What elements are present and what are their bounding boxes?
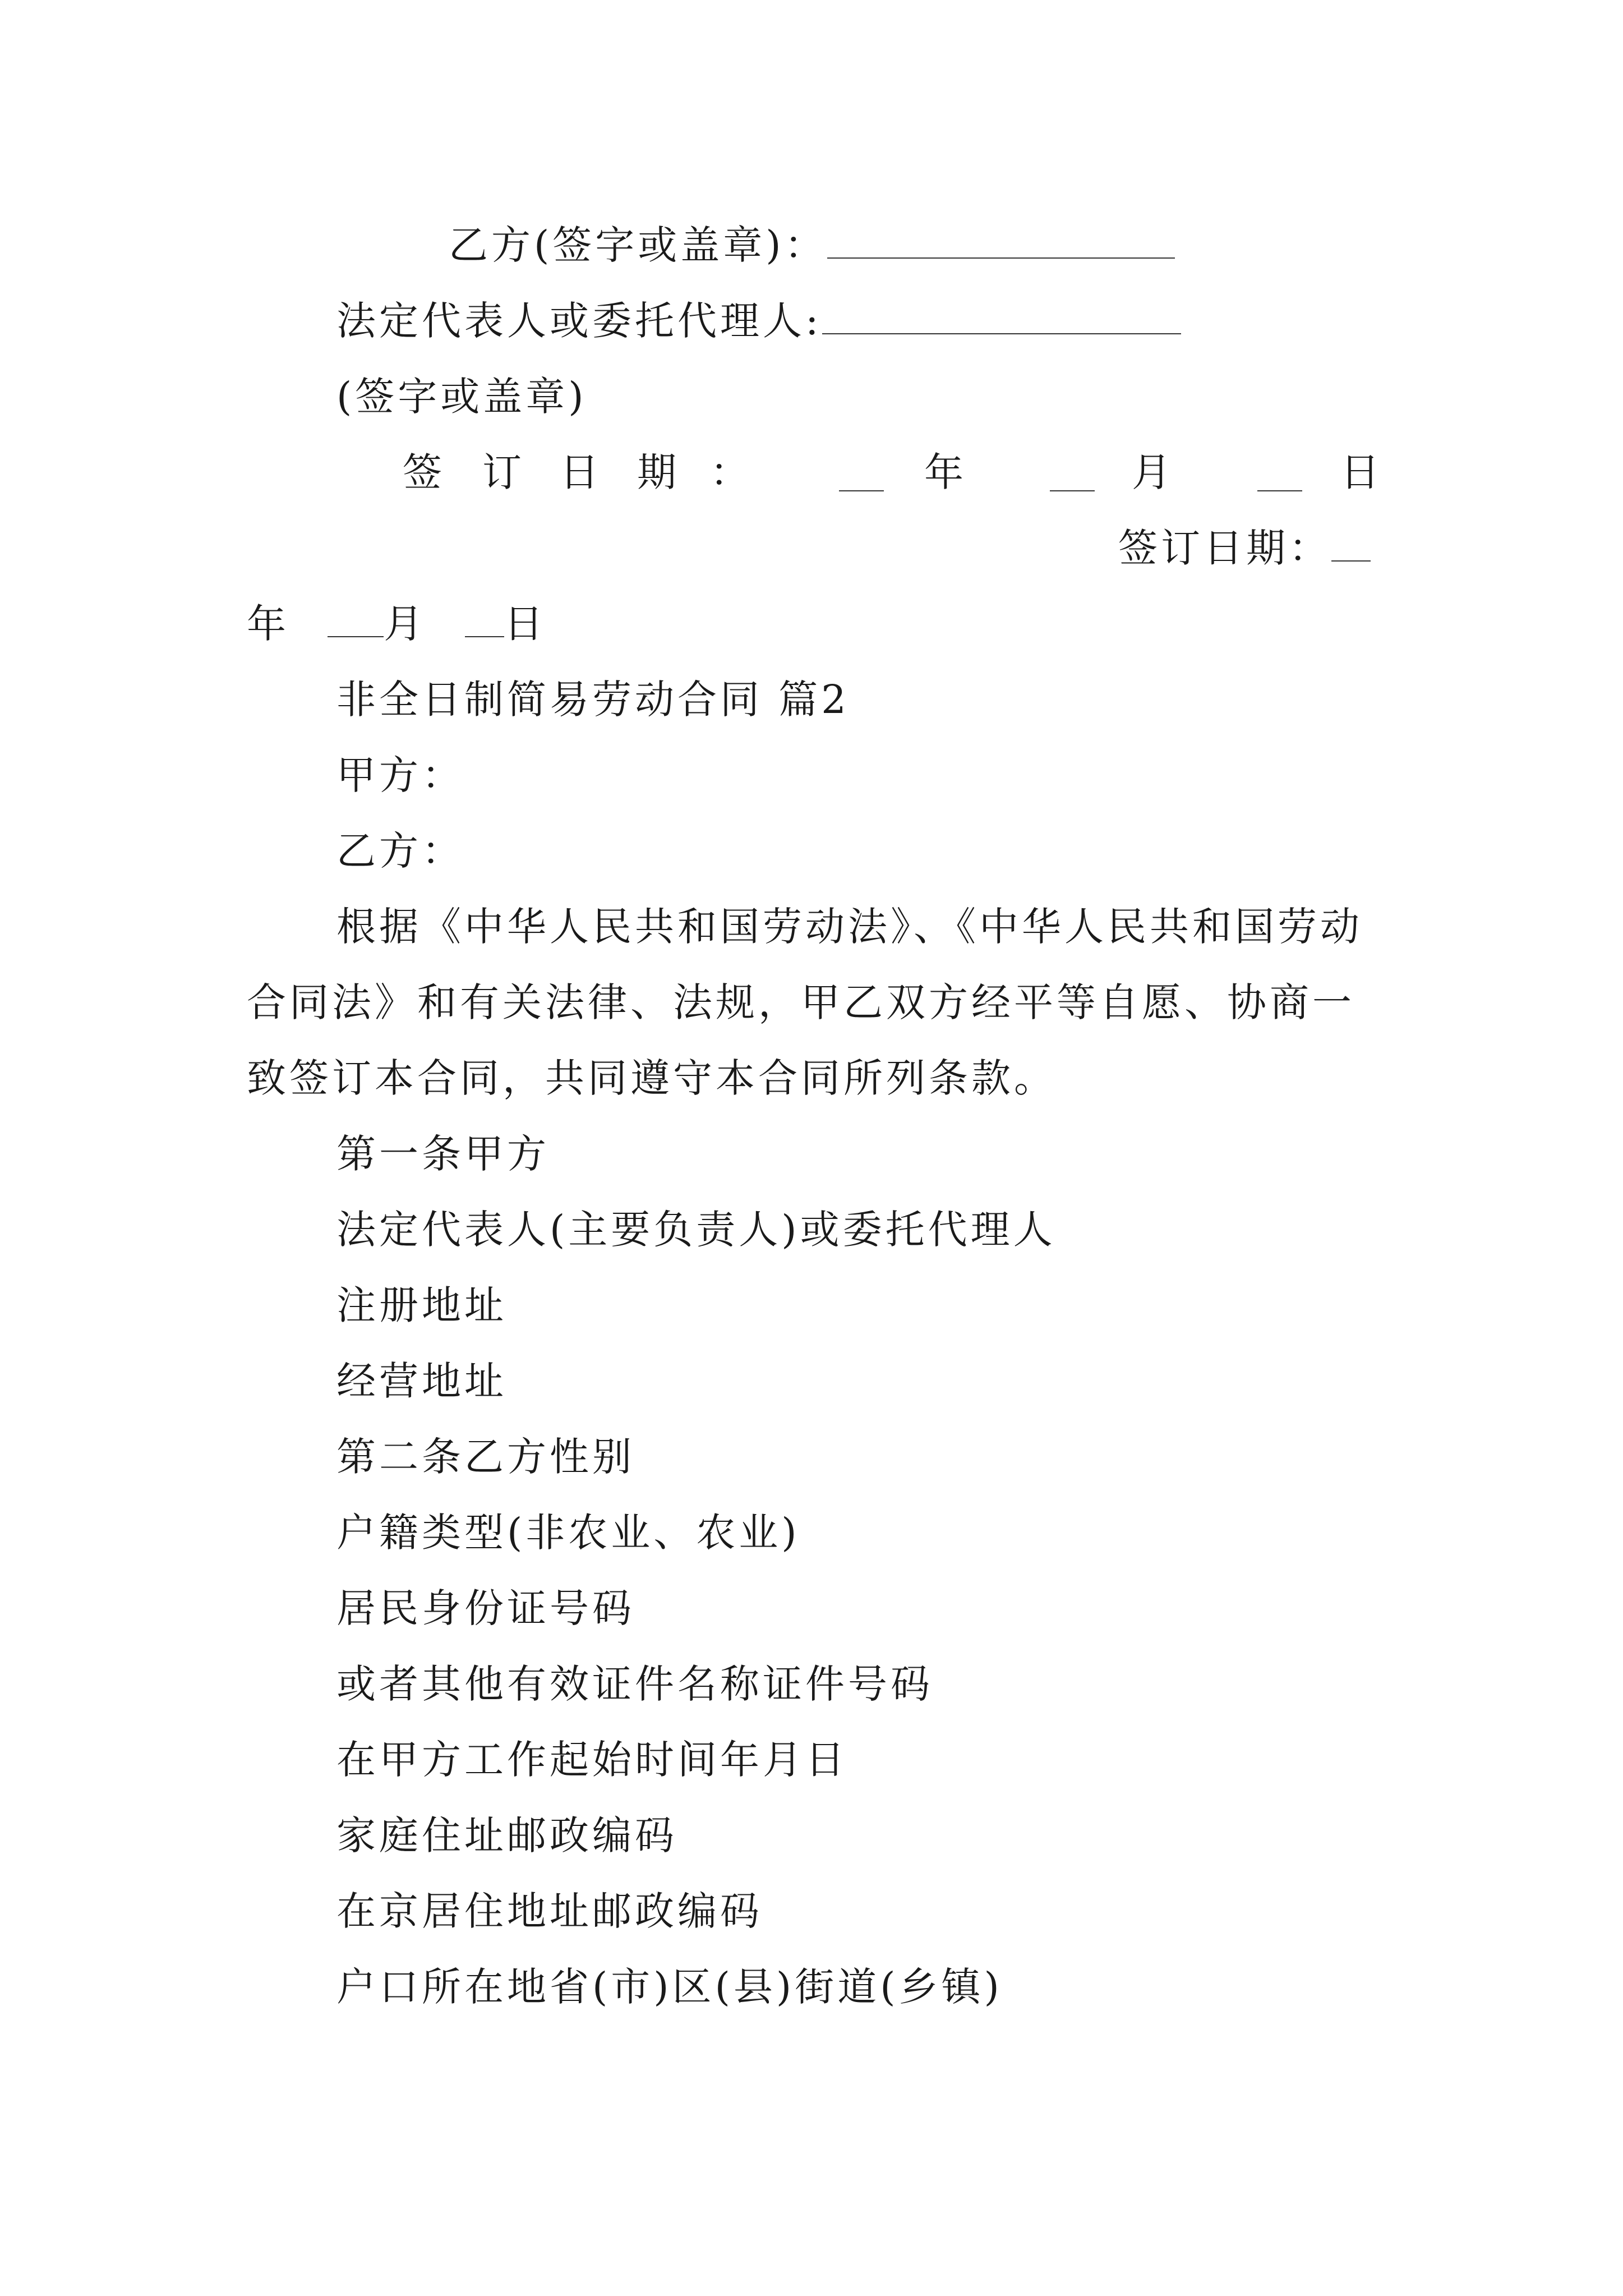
clause-item: 户籍类型(非农业、农业)	[336, 1510, 800, 1556]
preamble-line-1: 根据《中华人民共和国劳动法》、《中华人民共和国劳动	[336, 904, 1363, 950]
date-char-3: 日	[560, 449, 599, 495]
date-char-5: ：	[710, 449, 749, 495]
clause-item: 注册地址	[336, 1282, 507, 1328]
date-line-3-year: 年	[247, 601, 289, 647]
date-day-unit: 日	[1340, 449, 1380, 495]
party-b-signature-label: 乙方(签字或盖章)：	[449, 222, 827, 268]
clause-item: 第一条甲方	[336, 1131, 550, 1177]
representative-line	[336, 296, 1181, 346]
clause-item: 家庭住址邮政编码	[336, 1812, 677, 1858]
preamble-line-2: 合同法》和有关法律、法规，甲乙双方经平等自愿、协商一	[247, 979, 1355, 1025]
date-line-3-day-blank	[465, 601, 504, 637]
clause-item: 法定代表人(主要负责人)或委托代理人	[336, 1207, 1056, 1253]
signing-date-line-2	[1118, 523, 1371, 573]
date-year-unit: 年	[924, 449, 963, 495]
representative-label: 法定代表人或委托代理人:	[336, 298, 822, 344]
clause-item: 第二条乙方性别	[336, 1434, 635, 1480]
clause-item: 居民身份证号码	[336, 1585, 635, 1631]
clause-item: 或者其他有效证件名称证件号码	[336, 1661, 933, 1707]
date-char-4: 期	[637, 449, 676, 495]
date-month-blank	[1050, 455, 1095, 491]
party-b-label: 乙方：	[336, 828, 464, 874]
date-year-blank	[839, 455, 884, 491]
signing-date-label-2: 签订日期：	[1118, 525, 1331, 571]
clause-item: 在京居住地址邮政编码	[336, 1888, 763, 1934]
clause-item: 在甲方工作起始时间年月日	[336, 1737, 848, 1783]
date-day-blank	[1257, 455, 1302, 491]
date-line-3-month: 月	[384, 601, 427, 647]
clause-item: 经营地址	[336, 1358, 507, 1404]
date-month-unit: 月	[1132, 449, 1171, 495]
party-b-signature-blank	[827, 223, 1175, 259]
date-char-1: 签	[403, 449, 442, 495]
party-a-label: 甲方：	[336, 752, 464, 798]
clause-item: 户口所在地省(市)区(县)街道(乡镇)	[336, 1964, 1003, 2010]
date-char-2: 订	[482, 449, 522, 495]
contract-title: 非全日制简易劳动合同 篇2	[336, 677, 850, 723]
preamble-line-3: 致签订本合同，共同遵守本合同所列条款。	[247, 1055, 1057, 1101]
representative-blank	[822, 298, 1181, 334]
signing-date-blank-2	[1331, 526, 1371, 562]
signing-date-line-3	[247, 599, 547, 649]
party-b-signature-line	[449, 220, 1175, 270]
date-line-3-day: 日	[504, 601, 547, 647]
seal-note: (签字或盖章)	[336, 374, 587, 420]
date-line-3-month-blank	[328, 601, 384, 637]
